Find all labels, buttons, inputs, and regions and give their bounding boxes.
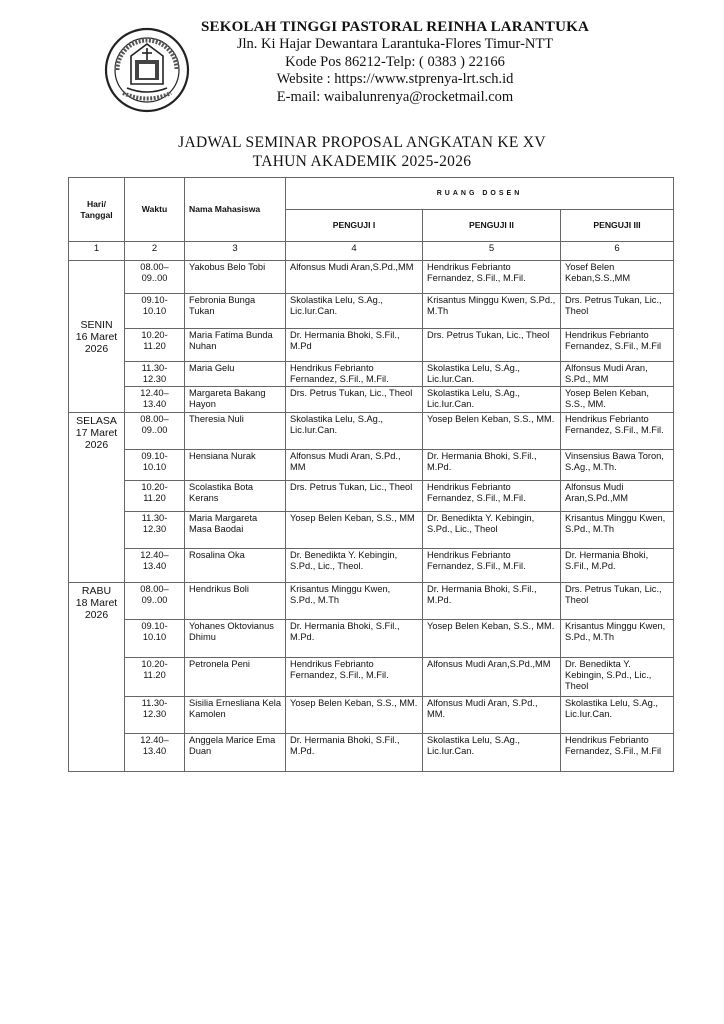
time-cell: 08.00– 09..00 (125, 413, 185, 450)
table-row (69, 658, 674, 697)
student-name-cell: Margareta Bakang Hayon (185, 387, 286, 413)
column-number: 6 (561, 242, 674, 261)
penguji-3-cell: Hendrikus Febrianto Fernandez, S.Fil., M.Fil (561, 329, 674, 362)
student-name-cell: Maria Fatima Bunda Nuhan (185, 329, 286, 362)
header-penguji-1: PENGUJI I (286, 210, 423, 242)
schedule-body (69, 261, 674, 772)
penguji-2-cell: Skolastika Lelu, S.Ag., Lic.Iur.Can. (423, 362, 561, 387)
penguji-3-cell: Hendrikus Febrianto Fernandez, S.Fil., M.Fil. (561, 413, 674, 450)
penguji-2-cell: Hendrikus Febrianto Fernandez, S.Fil., M.Fil. (423, 549, 561, 583)
header-ruang-dosen: RUANG DOSEN (286, 178, 674, 210)
student-name-cell: Petronela Peni (185, 658, 286, 697)
schedule-table (68, 177, 674, 772)
student-name-cell: Maria Gelu (185, 362, 286, 387)
title-line-2: TAHUN AKADEMIK 2025-2026 (252, 153, 472, 170)
student-name-cell: Hensiana Nurak (185, 450, 286, 481)
penguji-2-cell: Hendrikus Febrianto Fernandez, S.Fil., M.Fil. (423, 481, 561, 512)
header-penguji-3: PENGUJI III (561, 210, 674, 242)
table-row (69, 450, 674, 481)
student-name-cell: Yohanes Oktovianus Dhimu (185, 620, 286, 658)
header-hari: Hari/ (86, 198, 107, 209)
day-date: 18 Maret (75, 597, 118, 609)
penguji-1-cell: Hendrikus Febrianto Fernandez, S.Fil., M.Fil. (286, 658, 423, 697)
student-name-cell: Theresia Nuli (185, 413, 286, 450)
day-date: 16 Maret (75, 331, 118, 343)
penguji-3-cell: Dr. Hermania Bhoki, S.Fil., M.Pd. (561, 549, 674, 583)
day-cell (69, 413, 125, 583)
day-year: 2026 (84, 343, 109, 355)
header-waktu: Waktu (125, 178, 185, 242)
time-cell: 12.40– 13.40 (125, 734, 185, 772)
student-name-cell: Sisilia Ernesliana Kela Kamolen (185, 697, 286, 734)
student-name-cell: Febronia Bunga Tukan (185, 294, 286, 329)
header-penguji-2: PENGUJI II (423, 210, 561, 242)
column-number: 3 (185, 242, 286, 261)
penguji-1-cell: Dr. Hermania Bhoki, S.Fil., M.Pd (286, 329, 423, 362)
penguji-1-cell: Skolastika Lelu, S.Ag., Lic.Iur.Can. (286, 413, 423, 450)
penguji-1-cell: Alfonsus Mudi Aran, S.Pd., MM (286, 450, 423, 481)
time-cell: 09.10- 10.10 (125, 450, 185, 481)
document-title (0, 133, 724, 171)
title-line-1: JADWAL SEMINAR PROPOSAL ANGKATAN KE XV (178, 134, 546, 151)
penguji-2-cell: Skolastika Lelu, S.Ag., Lic.Iur.Can. (423, 734, 561, 772)
penguji-1-cell: Alfonsus Mudi Aran,S.Pd.,MM (286, 261, 423, 294)
penguji-3-cell: Alfonsus Mudi Aran, S.Pd., MM (561, 362, 674, 387)
penguji-2-cell: Hendrikus Febrianto Fernandez, S.Fil., M.Fil. (423, 261, 561, 294)
penguji-2-cell: Dr. Hermania Bhoki, S.Fil., M.Pd. (423, 583, 561, 620)
day-name: SELASA (76, 415, 117, 427)
penguji-2-cell: Skolastika Lelu, S.Ag., Lic.Iur.Can. (423, 387, 561, 413)
penguji-3-cell: Skolastika Lelu, S.Ag., Lic.Iur.Can. (561, 697, 674, 734)
table-row (69, 481, 674, 512)
penguji-3-cell: Hendrikus Febrianto Fernandez, S.Fil., M.Fil (561, 734, 674, 772)
student-name-cell: Hendrikus Boli (185, 583, 286, 620)
time-cell: 09.10- 10.10 (125, 294, 185, 329)
time-cell: 10.20- 11.20 (125, 481, 185, 512)
student-name-cell: Yakobus Belo Tobi (185, 261, 286, 294)
time-cell: 11.30- 12.30 (125, 362, 185, 387)
header-tanggal: Tanggal (80, 209, 113, 220)
day-cell (69, 261, 125, 413)
letterhead (0, 18, 724, 108)
penguji-2-cell: Yosep Belen Keban, S.S., MM. (423, 620, 561, 658)
table-row (69, 413, 674, 450)
penguji-3-cell: Yosef Belen Keban,S.S.,MM (561, 261, 674, 294)
penguji-3-cell: Drs. Petrus Tukan, Lic., Theol (561, 583, 674, 620)
penguji-3-cell: Krisantus Minggu Kwen, S.Pd., M.Th (561, 512, 674, 549)
time-cell: 12.40– 13.40 (125, 387, 185, 413)
table-row (69, 387, 674, 413)
time-cell: 11.30- 12.30 (125, 512, 185, 549)
letterhead-text (170, 18, 620, 106)
penguji-3-cell: Yosep Belen Keban, S.S., MM. (561, 387, 674, 413)
header-hari-tanggal (69, 178, 125, 242)
penguji-1-cell: Skolastika Lelu, S.Ag., Lic.Iur.Can. (286, 294, 423, 329)
table-row (69, 362, 674, 387)
column-number-row (69, 242, 674, 261)
time-cell: 08.00– 09..00 (125, 583, 185, 620)
penguji-2-cell: Dr. Benedikta Y. Kebingin, S.Pd., Lic., Theol (423, 512, 561, 549)
day-cell (69, 583, 125, 772)
student-name-cell: Maria Margareta Masa Baodai (185, 512, 286, 549)
school-address: Jln. Ki Hajar Dewantara Larantuka-Flores Timur-NTT (236, 36, 554, 52)
table-row (69, 329, 674, 362)
school-postal-phone: Kode Pos 86212-Telp: ( 0383 ) 22166 (285, 53, 505, 70)
penguji-1-cell: Drs. Petrus Tukan, Lic., Theol (286, 387, 423, 413)
table-row (69, 583, 674, 620)
header-nama-mahasiswa: Nama Mahasiswa (185, 178, 286, 242)
student-name-cell: Scolastika Bota Kerans (185, 481, 286, 512)
day-year: 2026 (84, 439, 109, 451)
penguji-1-cell: Yosep Belen Keban, S.S., MM. (286, 697, 423, 734)
penguji-1-cell: Dr. Benedikta Y. Kebingin, S.Pd., Lic., Theol. (286, 549, 423, 583)
penguji-1-cell: Hendrikus Febrianto Fernandez, S.Fil., M.Fil. (286, 362, 423, 387)
day-name: RABU (81, 585, 112, 597)
penguji-3-cell: Drs. Petrus Tukan, Lic., Theol (561, 294, 674, 329)
penguji-1-cell: Dr. Hermania Bhoki, S.Fil., M.Pd. (286, 734, 423, 772)
student-name-cell: Anggela Marice Ema Duan (185, 734, 286, 772)
table-row (69, 549, 674, 583)
penguji-3-cell: Vinsensius Bawa Toron, S.Ag., M.Th. (561, 450, 674, 481)
penguji-1-cell: Drs. Petrus Tukan, Lic., Theol (286, 481, 423, 512)
school-email: E-mail: waibalunrenya@rocketmail.com (276, 88, 514, 105)
penguji-1-cell: Krisantus Minggu Kwen, S.Pd., M.Th (286, 583, 423, 620)
penguji-2-cell: Yosep Belen Keban, S.S., MM. (423, 413, 561, 450)
penguji-3-cell: Krisantus Minggu Kwen, S.Pd., M.Th (561, 620, 674, 658)
time-cell: 10.20- 11.20 (125, 658, 185, 697)
time-cell: 08.00– 09..00 (125, 261, 185, 294)
table-row (69, 620, 674, 658)
time-cell: 10.20- 11.20 (125, 329, 185, 362)
school-website: Website : https://www.stprenya-lrt.sch.id (276, 71, 514, 88)
day-date: 17 Maret (75, 427, 118, 439)
penguji-3-cell: Alfonsus Mudi Aran,S.Pd.,MM (561, 481, 674, 512)
time-cell: 12.40– 13.40 (125, 549, 185, 583)
column-number: 1 (69, 242, 125, 261)
table-row (69, 697, 674, 734)
penguji-3-cell: Dr. Benedikta Y. Kebingin, S.Pd., Lic., Theol (561, 658, 674, 697)
penguji-2-cell: Drs. Petrus Tukan, Lic., Theol (423, 329, 561, 362)
penguji-1-cell: Yosep Belen Keban, S.S., MM (286, 512, 423, 549)
table-row (69, 512, 674, 549)
column-number: 2 (125, 242, 185, 261)
column-number: 5 (423, 242, 561, 261)
penguji-2-cell: Krisantus Minggu Kwen, S.Pd., M.Th (423, 294, 561, 329)
day-name: SENIN (80, 319, 113, 331)
student-name-cell: Rosalina Oka (185, 549, 286, 583)
column-number: 4 (286, 242, 423, 261)
school-name: SEKOLAH TINGGI PASTORAL REINHA LARANTUKA (200, 19, 590, 35)
time-cell: 09.10- 10.10 (125, 620, 185, 658)
penguji-2-cell: Alfonsus Mudi Aran,S.Pd.,MM (423, 658, 561, 697)
table-row (69, 261, 674, 294)
penguji-2-cell: Dr. Hermania Bhoki, S.Fil., M.Pd. (423, 450, 561, 481)
time-cell: 11.30- 12.30 (125, 697, 185, 734)
penguji-2-cell: Alfonsus Mudi Aran, S.Pd., MM. (423, 697, 561, 734)
day-year: 2026 (84, 609, 109, 621)
penguji-1-cell: Dr. Hermania Bhoki, S.Fil., M.Pd. (286, 620, 423, 658)
table-row (69, 734, 674, 772)
table-row (69, 294, 674, 329)
